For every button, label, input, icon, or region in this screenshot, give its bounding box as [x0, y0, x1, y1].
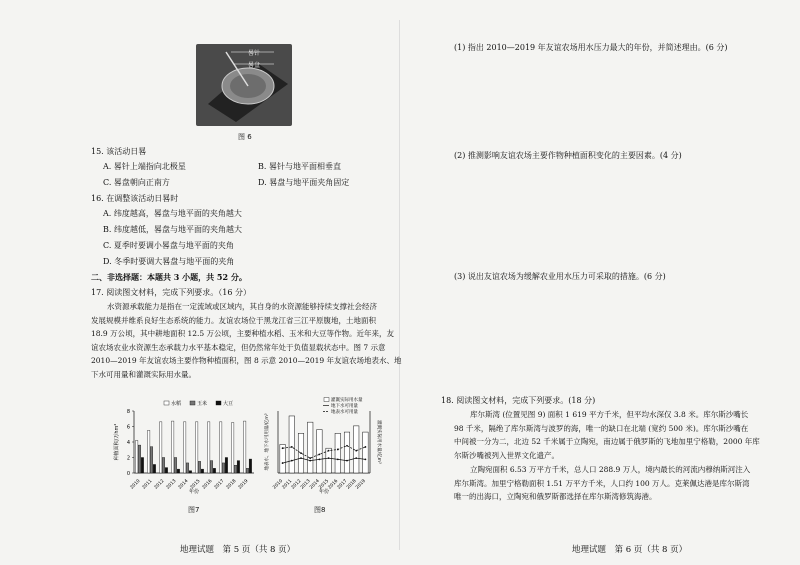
x-tick-label: 2013	[165, 478, 178, 491]
q15-option-c: C. 晷盘朝向正南方	[103, 178, 170, 187]
bar	[186, 463, 188, 473]
q18-para1-line: 中间被一分为二，北边 52 千米属于立陶宛，南边属于俄罗斯的飞地加里宁格勒，2000 年库	[454, 437, 760, 447]
q18-paragraph-2	[454, 463, 750, 504]
q16-option-c: C. 夏季时要调小晷盘与地平面的夹角	[103, 241, 234, 250]
data-point	[328, 450, 330, 452]
y-axis-label-left: 地表水、地下水可用量/亿m³	[265, 413, 270, 471]
y-tick-label: 8	[126, 409, 130, 415]
figure8-chart	[262, 395, 382, 495]
x-tick-label: 2014	[309, 478, 321, 491]
x-tick-label: 2014	[177, 478, 190, 491]
dial-label: 晷盘	[248, 62, 261, 69]
q15-option-d: D. 晷盘与地平面夹角固定	[258, 178, 350, 187]
right-page	[400, 0, 800, 565]
bar	[141, 458, 143, 474]
legend-label: 玉米	[197, 401, 208, 407]
data-point	[309, 460, 311, 462]
bar	[317, 430, 323, 473]
q15-option-a: A. 晷针上端指向北极星	[103, 162, 186, 171]
x-tick-label: 2011	[141, 478, 154, 491]
x-tick-label: 2019	[237, 478, 250, 491]
bar	[195, 422, 197, 473]
data-point	[309, 457, 311, 459]
sundial-illustration	[196, 44, 292, 126]
x-tick-label: 2012	[290, 478, 303, 491]
y-axis-label: 种植面积/万hm²	[114, 423, 120, 461]
bar	[344, 432, 350, 473]
x-tick-label: 2017	[213, 478, 226, 491]
needle-label: 晷针	[248, 50, 261, 57]
bar	[307, 422, 313, 473]
bar	[159, 422, 161, 473]
q17-material-line: 下水可用量和灌溉实际用水量。	[91, 369, 196, 379]
bar	[363, 432, 369, 473]
bar	[246, 468, 248, 473]
data-point	[346, 460, 348, 462]
data-point	[355, 457, 357, 459]
q18-para1-line: 库尔斯湾 (位置见图 9) 面积 1 619 平方千米，但平均水深仅 3.8 米。库尔斯沙嘴长	[470, 410, 749, 419]
bar	[243, 421, 245, 473]
q18-stem: 18. 阅读图文材料，完成下列要求。(18 分)	[441, 396, 596, 405]
bar	[213, 468, 215, 473]
q17-material-line: 18.9 万公顷，其中耕地面积 12.5 万公顷，主要种植水稻、玉米和大豆等作物。近年来，友	[91, 329, 395, 339]
q16-option-b: B. 纬度越低，晷盘与地平面的夹角越大	[103, 225, 242, 234]
x-tick-label: 2010	[129, 478, 142, 491]
bar	[198, 461, 200, 473]
y-tick-label: 4	[126, 440, 130, 446]
legend-swatch	[216, 401, 221, 405]
legend-swatch	[324, 398, 329, 402]
data-point	[365, 458, 367, 460]
bar	[150, 447, 152, 473]
x-tick-label: 2016	[201, 478, 214, 491]
q17-part3: (3) 说出友谊农场为缓解农业用水压力可采取的措施。(6 分)	[454, 272, 666, 281]
series-line	[283, 446, 366, 458]
bar	[201, 469, 203, 473]
bar	[177, 469, 179, 473]
q15-stem: 15. 该活动日晷	[91, 147, 147, 156]
bar	[135, 440, 137, 473]
data-point	[282, 447, 284, 449]
y-axis-label-right: 灌溉实际用水量/亿m³	[376, 420, 381, 464]
x-tick-label: 2012	[153, 478, 166, 491]
x-tick-label: 2018	[345, 478, 358, 491]
series-line	[283, 458, 366, 463]
x-axis-label: 年份	[188, 489, 200, 495]
legend-swatch	[164, 401, 169, 405]
right-page-footer: 地理试题 第 6 页（共 8 页）	[572, 545, 688, 555]
figure7-chart	[112, 395, 262, 495]
q17-part2: (2) 推测影响友谊农场主要作物种植面积变化的主要因素。(4 分)	[454, 151, 682, 160]
bar	[162, 458, 164, 474]
data-point	[300, 452, 302, 454]
data-point	[291, 446, 293, 448]
q18-para2-line: 唯一的出海口，立陶宛和俄罗斯都选择在库尔斯湾修筑海港。	[454, 492, 657, 502]
left-page-footer: 地理试题 第 5 页（共 8 页）	[180, 545, 296, 555]
data-point	[282, 462, 284, 464]
legend-label: 地下水可用量	[331, 404, 358, 409]
x-tick-label: 2015	[318, 478, 331, 491]
bar	[237, 461, 239, 473]
x-tick-label: 2018	[225, 478, 238, 491]
bar	[174, 458, 176, 474]
data-point	[346, 445, 348, 447]
data-point	[355, 450, 357, 452]
bar	[249, 459, 251, 473]
data-point	[319, 454, 321, 456]
data-point	[328, 457, 330, 459]
y-tick-label: 0	[126, 471, 130, 477]
y-tick-label: 6	[126, 424, 130, 431]
figure6-caption: 图 6	[238, 133, 252, 141]
figure8-caption: 图8	[314, 506, 326, 514]
q16-option-a: A. 纬度越高，晷盘与地平面的夹角越大	[103, 209, 242, 218]
q15-option-b: B. 晷针与地平面相垂直	[258, 162, 341, 171]
bar	[183, 422, 185, 473]
q18-para2-line: 库尔斯湾。加里宁格勒面积 1.51 万平方千米，人口约 100 万人。克莱佩达港是库尔斯湾	[454, 478, 750, 488]
x-tick-label: 2016	[327, 478, 340, 491]
sundial-photo	[196, 44, 292, 126]
bar	[225, 458, 227, 474]
bar	[326, 448, 332, 473]
data-point	[337, 458, 339, 460]
x-tick-label: 2013	[299, 478, 312, 491]
q17-stem: 17. 阅读图文材料，完成下列要求。（16 分）	[91, 288, 251, 297]
bar	[138, 445, 140, 473]
q16-option-d: D. 冬季时要调大晷盘与地平面的夹角	[103, 257, 235, 266]
bar	[171, 421, 173, 473]
x-tick-label: 2015	[189, 478, 202, 491]
data-point	[300, 457, 302, 459]
bar	[147, 430, 149, 473]
bar	[222, 463, 224, 473]
legend-label: 大豆	[223, 401, 234, 407]
bar	[335, 433, 341, 473]
q18-paragraph-1	[454, 408, 760, 462]
legend-label: 地表水可用量	[331, 410, 358, 415]
section2-heading: 二、非选择题：本题共 3 小题，共 52 分。	[91, 272, 247, 282]
bar	[231, 423, 233, 473]
q16-stem: 16. 在调整该活动日晷时	[91, 194, 179, 203]
q17-part1: (1) 指出 2010—2019 年友谊农场用水压力最大的年份，并简述理由。(6 分)	[454, 43, 728, 52]
q17-material-line: 谊农场农业水资源生态承载力水平基本稳定，但仍然常年处于负值显载状态中。图 7 示意	[91, 342, 386, 352]
q17-material-line: 发展规模并维系良好生态系统的能力。友谊农场位于黑龙江省三江平原腹地，土地面积	[91, 315, 376, 325]
x-tick-label: 2017	[336, 478, 349, 491]
q18-para2-line: 立陶宛面积 6.53 万平方千米，总人口 288.9 万人，境内最长的河流内穆纳斯河注入	[470, 465, 751, 474]
x-tick-label: 2019	[355, 478, 367, 491]
data-point	[337, 449, 339, 451]
bar	[219, 422, 221, 473]
q18-para1-line: 98 千米，隔绝了库尔斯湾与波罗的海，唯一的缺口在北端 (宽约 500 米)。库尔斯沙嘴在	[454, 423, 749, 433]
q17-material	[91, 300, 402, 382]
y-tick-label: 2	[126, 455, 130, 462]
x-axis-label: 年份	[318, 489, 330, 495]
legend-label: 灌溉实际用水量	[331, 398, 363, 403]
bar	[165, 468, 167, 473]
x-tick-label: 2010	[272, 478, 285, 491]
q17-material-line: 2010—2019 年友谊农场主要作物种植面积，图 8 示意 2010—2019 年友谊农场地表水、地	[91, 356, 402, 366]
bar	[234, 465, 236, 473]
legend-swatch	[190, 401, 195, 405]
bar	[153, 464, 155, 473]
legend-label: 水稻	[171, 401, 182, 407]
x-tick-label: 2011	[281, 478, 294, 491]
figure7-caption: 图7	[188, 506, 200, 514]
bar	[189, 471, 191, 473]
bar	[289, 416, 295, 473]
bar	[207, 422, 209, 473]
q18-para1-line: 尔斯沙嘴被列入世界文化遗产。	[454, 450, 559, 460]
bar	[210, 461, 212, 473]
data-point	[291, 460, 293, 462]
data-point	[319, 458, 321, 460]
q17-material-line: 水资源承载能力是指在一定流域或区域内，其自身的水资源能够持续支撑社会经济	[107, 302, 377, 311]
data-point	[365, 446, 367, 448]
